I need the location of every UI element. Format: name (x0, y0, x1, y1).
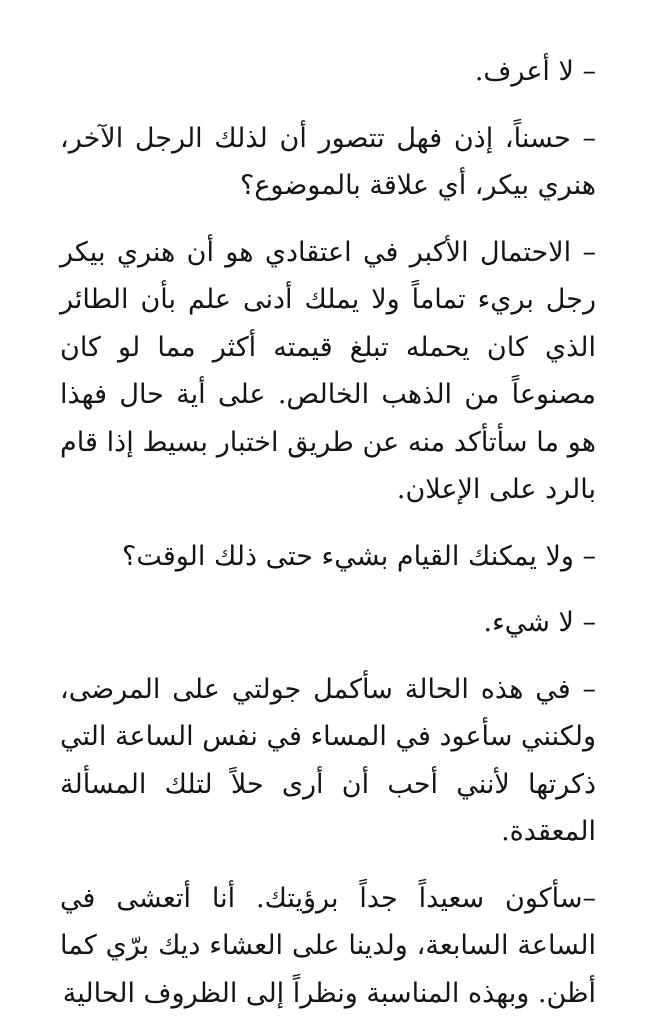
paragraph-7: –سأكون سعيداً جداً برؤيتك. أنا أتعشى في الساعة السابعة، ولدينا على العشاء ديك برّي كما أظن. وبهذه المناسبة ونظراً إلى الظروف الحالية (60, 882, 596, 1009)
paragraph-2: – حسناً، إذن فهل تتصور أن لذلك الرجل الآخر، هنري بيكر، أي علاقة بالموضوع؟ (60, 122, 596, 201)
paragraph-6: – في هذه الحالة سأكمل جولتي على المرضى، ولكنني سأعود في المساء في نفس الساعة التي ذكرتها لأنني أحب أن أرى حلاً لتلك المسألة المعقدة. (60, 673, 596, 847)
book-page (60, 48, 596, 1036)
paragraph-4: – ولا يمكنك القيام بشيء حتى ذلك الوقت؟ (121, 540, 596, 572)
paragraph-3: – الاحتمال الأكبر في اعتقادي هو أن هنري بيكر رجل بريء تماماً ولا يملك أدنى علم بأن الطائر الذي كان يحمله تبلغ قيمته أكثر مما لو كان مصنوعاً من الذهب الخالص. على أية حال فهذا هو ما سأتأكد منه عن طريق اختبار بسيط إذا قام بالرد على الإعلان. (60, 236, 596, 505)
paragraph-5: – لا شيء. (483, 607, 596, 638)
paragraph-1: – لا أعرف. (474, 56, 596, 87)
